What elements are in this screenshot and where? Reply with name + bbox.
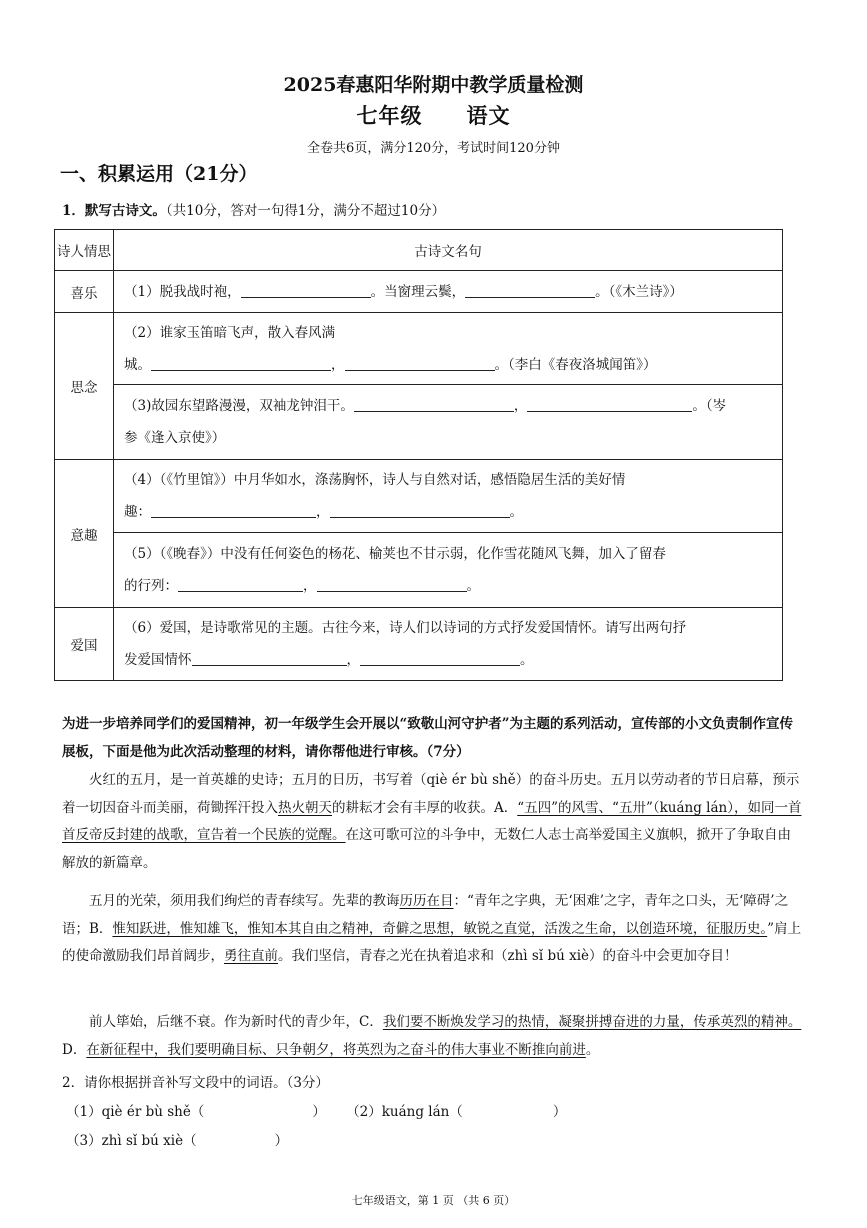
answer-blank[interactable]	[151, 354, 331, 371]
reading-intro: 为进一步培养同学们的爱国精神，初一年级学生会开展以“致敬山河守护者”为主题的系列活动，宣传部的小文负责制作宣传展板，下面是他为此次活动整理的材料，请你帮他进行审核。（7分）	[62, 716, 794, 760]
table-header-lines: 古诗文名句	[114, 230, 783, 271]
emotion-cell: 喜乐	[55, 271, 114, 313]
exam-info: 全卷共6页，满分120分，考试时间120分钟	[307, 141, 560, 156]
answer-blank[interactable]	[465, 281, 595, 298]
table-row	[55, 313, 783, 385]
sentence-b: 惟知跃进，惟知雄飞，惟知本其自由之精神，奇僻之思想，敏锐之直觉，活泼之生命，以创造环境，征服历史。	[112, 920, 768, 937]
reading-paragraph-1: 火红的五月，是一首英雄的史诗；五月的日历，书写着（qiè ér bù shě）的奋斗历史。五月以劳动者的节日启幕，预示着一切因奋斗而美丽，荷锄挥汗投入热火朝天的耕耘才会有丰厚的收获。A．“五四”的风雪、“五卅”（kuáng lán），如同一首首反帝反封建的战歌，宣告着一个民族的觉醒。在这可歌可泣的斗争中，无数仁人志士高举爱国主义旗帜，掀开了争取自由解放的新篇章。	[62, 772, 802, 871]
pinyin-item: （1）qiè ér bù shě（ ）	[66, 1104, 326, 1120]
poem-item-5: （5）（《晚春》）中没有任何姿色的杨花、榆荚也不甘示弱，化作雪花随风飞舞，加入了留春 的行列： ， 。	[114, 533, 783, 608]
answer-blank[interactable]	[345, 354, 495, 371]
poem-item-2: （2）谁家玉笛暗飞声，散入春风满 城。 ， 。（李白《春夜洛城闻笛》）	[114, 313, 783, 385]
table-row	[55, 385, 783, 460]
poem-item-4: （4）（《竹里馆》）中月华如水，涤荡胸怀，诗人与自然对话，感悟隐居生活的美好情 趣： ， 。	[114, 460, 783, 533]
reading-paragraph-2: 五月的光荣，须用我们绚烂的青春续写。先辈的教诲历历在目：“青年之字典，无‘困难’之字，青年之口头，无‘障碍’之语；B．惟知跃进，惟知雄飞，惟知本其自由之精神，奇僻之思想，敏锐之直觉，活泼之生命，以创造环境，征服历史。”肩上的使命激励我们昂首阔步，勇往直前。我们坚信，青春之光在执着追求和（zhì sǐ bú xiè）的奋斗中会更加夺目！	[62, 893, 802, 964]
table-row	[55, 271, 783, 313]
sentence-d: 在新征程中，我们要明确目标、只争朝夕，将英烈为之奋斗的伟大事业不断推向前进	[86, 1041, 586, 1058]
question-1-heading	[62, 199, 445, 219]
pinyin-answers-row	[66, 1100, 582, 1120]
reading-paragraph-3: 前人筚始，后继不衰。作为新时代的青少年，C．我们要不断焕发学习的热情，凝聚拼搏奋进的力量，传承英烈的精神。D．在新征程中，我们要明确目标、只争朝夕，将英烈为之奋斗的伟大事业不断推向前进。	[62, 1014, 802, 1058]
underlined-phrase: 勇往直前	[224, 948, 278, 964]
answer-blank[interactable]	[354, 395, 514, 412]
sentence-c: 我们要不断焕发学习的热情，凝聚拼搏奋进的力量，传承英烈的精神。	[382, 1014, 802, 1030]
table-row	[55, 608, 783, 681]
subject-label: 语文	[466, 103, 511, 128]
answer-blank[interactable]	[178, 575, 303, 592]
underlined-phrase: 热火朝天	[278, 799, 332, 816]
section-heading: 一、积累运用（21分）	[60, 163, 258, 185]
answer-blank[interactable]	[151, 501, 316, 518]
exam-title: 2025春惠阳华附期中教学质量检测	[283, 74, 584, 96]
poem-item-3: （3)故园东望路漫漫，双袖龙钟泪干。 ， 。（岑 参《逢入京使》）	[114, 385, 783, 460]
answer-blank[interactable]	[360, 649, 520, 666]
page-footer: 七年级语文，第 1 页 （共 6 页）	[351, 1194, 516, 1207]
grade-label: 七年级	[356, 103, 423, 128]
emotion-cell: 意趣	[55, 460, 114, 608]
table-header-emotion: 诗人情思	[55, 230, 114, 271]
poem-item-1: （1）脱我战时袍， 。当窗理云鬓， 。（《木兰诗》）	[114, 271, 783, 313]
poem-table	[54, 229, 783, 681]
question-2-heading: 2．请你根据拼音补写文段中的词语。（3分）	[62, 1075, 329, 1091]
answer-blank[interactable]	[317, 575, 467, 592]
question-1-number: 1．默写古诗文。	[62, 203, 166, 219]
table-row	[55, 460, 783, 533]
sentence-a: “五四”的风雪、“五卅”（kuáng lán），如同一首首反帝反封建的战歌，宣告着一个民族的觉醒。	[62, 799, 802, 843]
answer-blank[interactable]	[527, 395, 692, 412]
pinyin-item: （3）zhì sǐ bú xiè（ ）	[66, 1133, 289, 1149]
answer-blank[interactable]	[330, 501, 510, 518]
question-1-rule: （共10分，答对一句得1分，满分不超过10分）	[165, 203, 446, 219]
table-row	[55, 533, 783, 608]
answer-blank[interactable]	[192, 649, 347, 666]
pinyin-item: （2）kuáng lán（ ）	[346, 1104, 567, 1120]
underlined-phrase: 历历在目	[399, 893, 454, 909]
emotion-cell: 思念	[55, 313, 114, 460]
poem-item-6: （6）爱国，是诗歌常见的主题。古往今来，诗人们以诗词的方式抒发爱国情怀。请写出两句抒 发爱国情怀 ， 。	[114, 608, 783, 681]
pinyin-answers-row	[66, 1129, 304, 1149]
grade-subject	[0, 100, 867, 130]
answer-blank[interactable]	[241, 281, 371, 298]
emotion-cell: 爱国	[55, 608, 114, 681]
